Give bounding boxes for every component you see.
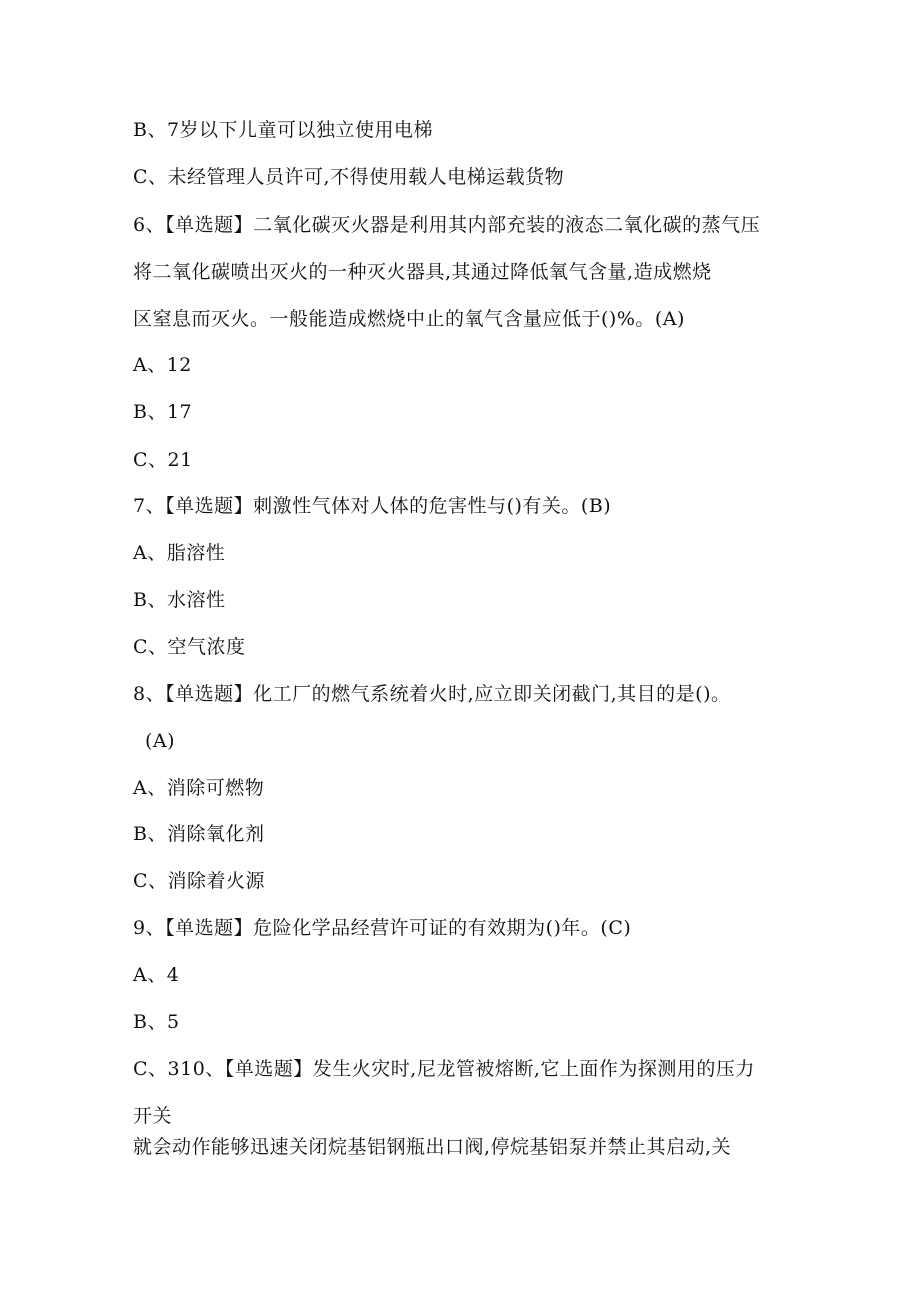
option-c-q5: C、未经管理人员许可,不得使用载人电梯运载货物 [133, 166, 565, 188]
option-b-q9: B、5 [133, 1011, 180, 1033]
option-c-q9-and-question-10: C、310、【单选题】发生火灾时,尼龙管被熔断,它上面作为探测用的压力 [133, 1058, 755, 1080]
question-6-line-2: 将二氧化碳喷出灭火的一种灭火器具,其通过降低氧气含量,造成燃烧 [133, 261, 712, 283]
option-b-q7: B、水溶性 [133, 589, 226, 611]
option-a-q8: A、消除可燃物 [133, 777, 265, 799]
option-b-q6: B、17 [133, 401, 193, 423]
option-c-q8: C、消除着火源 [133, 870, 266, 892]
option-a-q9: A、4 [133, 964, 180, 986]
option-b-q8: B、消除氧化剂 [133, 823, 265, 845]
question-9: 9、【单选题】危险化学品经营许可证的有效期为()年。(C) [133, 917, 632, 939]
question-10-line-3: 就会动作能够迅速关闭烷基铝钢瓶出口阀,停烷基铝泵并禁止其启动,关 [133, 1136, 732, 1158]
option-c-q6: C、21 [133, 449, 193, 471]
option-a-q7: A、脂溶性 [133, 542, 226, 564]
question-10-line-2: 开关 [133, 1105, 173, 1127]
question-6-line-3: 区窒息而灭火。一般能造成燃烧中止的氧气含量应低于()%。(A) [133, 308, 685, 330]
option-a-q6: A、12 [133, 354, 192, 376]
option-b-q5: B、7岁以下儿童可以独立使用电梯 [133, 119, 434, 141]
question-8-answer: (A) [145, 730, 176, 752]
question-7: 7、【单选题】刺激性气体对人体的危害性与()有关。(B) [133, 495, 612, 517]
question-8-line-1: 8、【单选题】化工厂的燃气系统着火时,应立即关闭截门,其目的是()。 [133, 683, 731, 705]
option-c-q7: C、空气浓度 [133, 636, 246, 658]
question-6-line-1: 6、【单选题】二氧化碳灭火器是利用其内部充装的液态二氧化碳的蒸气压 [133, 214, 761, 236]
